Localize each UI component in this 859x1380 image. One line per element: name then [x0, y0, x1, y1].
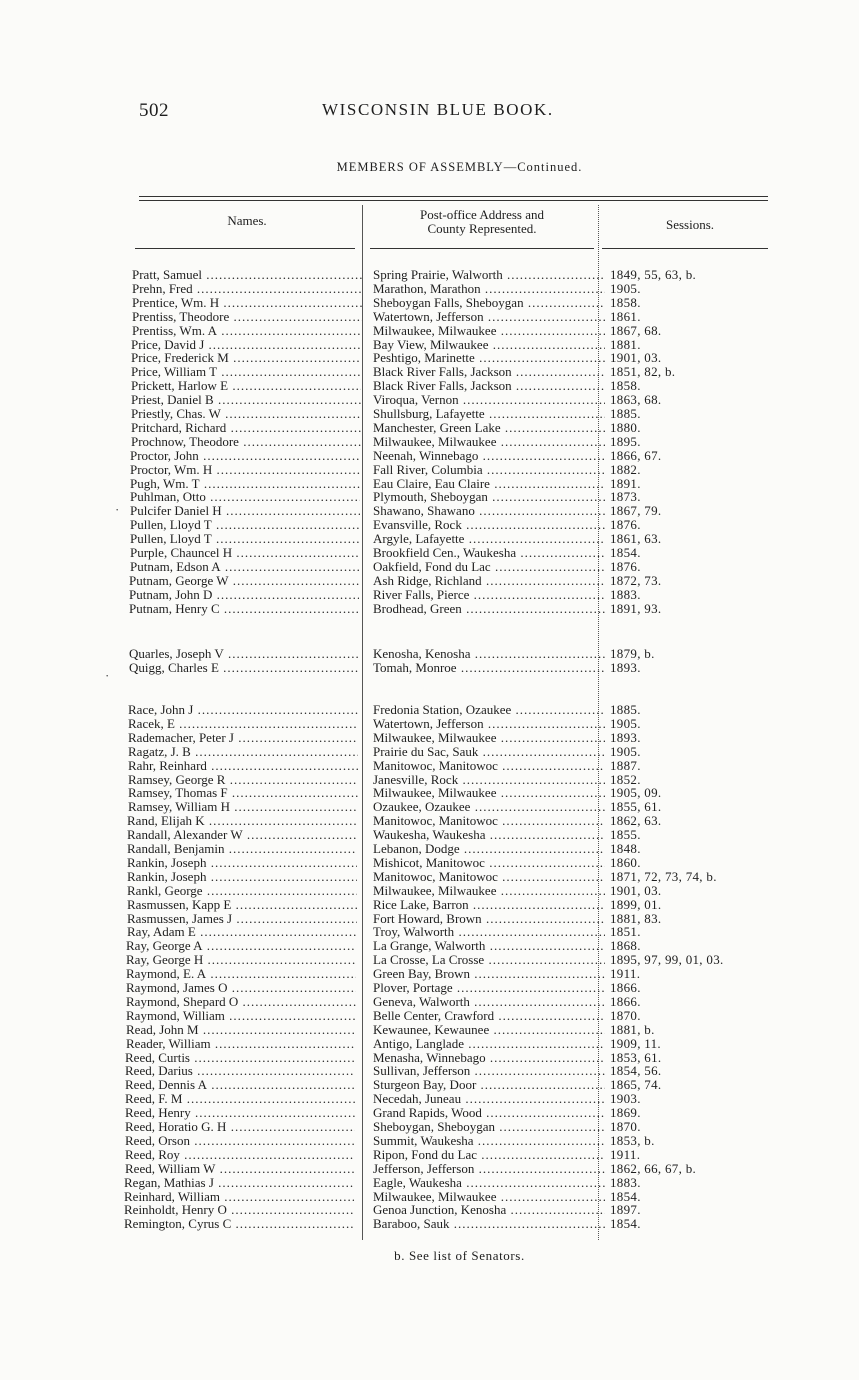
- table-row: [126, 1037, 776, 1051]
- member-name: Prentice, Wm. H .....: [132, 296, 362, 310]
- member-sessions: 1852.: [610, 771, 641, 787]
- member-address: Plover, Portage .....: [373, 981, 605, 995]
- member-sessions: 1866.: [610, 993, 641, 1009]
- member-sessions: 1867, 68.: [610, 322, 662, 338]
- top-rule-1: [139, 196, 768, 197]
- member-name: Rahr, Reinhard .....: [128, 759, 358, 773]
- member-name: Prochnow, Theodore .....: [131, 435, 361, 449]
- member-sessions: 1848.: [610, 841, 641, 856]
- member-sessions: 1865, 74.: [610, 1077, 662, 1093]
- member-name: Raymond, William .....: [126, 1009, 356, 1023]
- table-row: [126, 939, 776, 953]
- member-address: Brookfield Cen., Waukesha .....: [373, 546, 605, 560]
- member-sessions: 1867, 79.: [610, 503, 662, 519]
- footnote: b. See list of Senators.: [394, 1248, 525, 1263]
- table-row: [126, 995, 776, 1009]
- table-row: [125, 1078, 775, 1092]
- member-address: Mishicot, Manitowoc .....: [373, 856, 605, 870]
- member-name: Quarles, Joseph V .....: [129, 647, 359, 661]
- member-address: Sullivan, Jefferson .....: [373, 1064, 605, 1078]
- member-sessions: 1879, b.: [610, 646, 655, 661]
- member-address: Bay View, Milwaukee .....: [373, 338, 605, 352]
- table-row: [124, 1203, 774, 1217]
- table-row: [127, 828, 777, 842]
- member-sessions: 1862, 63.: [610, 813, 662, 829]
- member-sessions: 1854, 56.: [610, 1063, 662, 1079]
- member-sessions: 1897.: [610, 1202, 641, 1218]
- member-sessions: 1905, 09.: [610, 785, 662, 801]
- member-sessions: 1870.: [610, 1007, 641, 1023]
- member-sessions: 1861, 63.: [610, 531, 662, 547]
- header-underline-sessions: [602, 248, 768, 249]
- member-name: Pritchard, Richard .....: [131, 421, 361, 435]
- member-sessions: 1899, 01.: [610, 896, 662, 912]
- member-name: Ray, George A .....: [126, 939, 356, 953]
- member-address: Belle Center, Crawford .....: [373, 1009, 605, 1023]
- member-sessions: 1860.: [610, 854, 641, 870]
- member-name: Randall, Alexander W .....: [127, 828, 357, 842]
- member-sessions: 1870.: [610, 1119, 641, 1134]
- member-address: Ozaukee, Ozaukee .....: [373, 800, 605, 814]
- member-name: Regan, Mathias J .....: [124, 1176, 354, 1190]
- table-row: [128, 717, 778, 731]
- member-address: Black River Falls, Jackson .....: [373, 379, 605, 393]
- member-name: Price, Frederick M .....: [131, 351, 361, 365]
- member-name: Rasmussen, James J .....: [127, 912, 357, 926]
- member-name: Ray, George H .....: [126, 953, 356, 967]
- table-row: [127, 856, 777, 870]
- table-row: [127, 925, 777, 939]
- member-address: Necedah, Juneau .....: [373, 1092, 605, 1106]
- member-name: Reed, Orson .....: [125, 1134, 355, 1148]
- member-name: Rankin, Joseph .....: [127, 856, 357, 870]
- member-sessions: 1881, b.: [610, 1021, 655, 1037]
- member-name: Raymond, E. A .....: [126, 967, 356, 981]
- member-address: Watertown, Jefferson .....: [373, 717, 605, 731]
- member-sessions: 1887.: [610, 757, 641, 773]
- member-address: Sheboygan, Sheboygan .....: [373, 1120, 605, 1134]
- table-row: [126, 981, 776, 995]
- member-name: Ray, Adam E .....: [127, 925, 357, 939]
- member-sessions: 1854.: [610, 1188, 641, 1204]
- table-row: [129, 661, 779, 675]
- table-row: [127, 898, 777, 912]
- member-name: Proctor, John .....: [130, 449, 360, 463]
- member-address: Tomah, Monroe .....: [373, 661, 605, 675]
- member-sessions: 1893.: [610, 729, 641, 745]
- member-sessions: 1895, 97, 99, 01, 03.: [610, 952, 724, 968]
- margin-mark-2: ·: [105, 668, 110, 683]
- member-address: Marathon, Marathon .....: [373, 282, 605, 296]
- member-sessions: 1893.: [610, 659, 641, 675]
- table-row: [131, 379, 781, 393]
- member-name: Rademacher, Peter J .....: [128, 731, 358, 745]
- member-address: Eagle, Waukesha .....: [373, 1176, 605, 1190]
- top-rule-2: [139, 200, 768, 201]
- member-sessions: 1901, 03.: [610, 350, 662, 366]
- table-row: [131, 351, 781, 365]
- member-sessions: 1869.: [610, 1105, 641, 1121]
- member-sessions: 1905.: [610, 280, 641, 296]
- member-address: Plymouth, Sheboygan .....: [373, 490, 605, 504]
- member-address: Watertown, Jefferson .....: [373, 310, 605, 324]
- member-name: Reed, Darius .....: [125, 1064, 355, 1078]
- member-name: Pullen, Lloyd T .....: [130, 518, 360, 532]
- member-name: Pratt, Samuel .....: [132, 268, 362, 282]
- member-name: Reed, F. M .....: [125, 1092, 355, 1106]
- member-name: Putnam, Edson A .....: [130, 560, 360, 574]
- member-address: Milwaukee, Milwaukee .....: [373, 324, 605, 338]
- member-sessions: 1883.: [610, 586, 641, 602]
- member-name: Prehn, Fred .....: [132, 282, 362, 296]
- member-sessions: 1858.: [610, 294, 641, 310]
- member-name: Reed, Dennis A .....: [125, 1078, 355, 1092]
- member-address: Manitowoc, Manitowoc .....: [373, 759, 605, 773]
- table-row: [128, 773, 778, 787]
- member-name: Price, William T .....: [131, 365, 361, 379]
- table-row: [132, 296, 782, 310]
- header-underline-names: [135, 248, 355, 249]
- member-sessions: 1853, b.: [610, 1132, 655, 1148]
- table-row: [128, 745, 778, 759]
- member-sessions: 1876.: [610, 558, 641, 574]
- table-row: [130, 449, 780, 463]
- member-name: Priest, Daniel B .....: [131, 393, 361, 407]
- table-row: [125, 1134, 775, 1148]
- member-sessions: 1881, 83.: [610, 910, 662, 926]
- table-row: [129, 602, 779, 616]
- table-row: [127, 884, 777, 898]
- member-address: Evansville, Rock .....: [373, 518, 605, 532]
- member-sessions: 1911.: [610, 1146, 641, 1162]
- member-address: Shullsburg, Lafayette .....: [373, 407, 605, 421]
- table-row: [127, 814, 777, 828]
- member-sessions: 1862, 66, 67, b.: [610, 1160, 697, 1176]
- member-sessions: 1891, 93.: [610, 600, 662, 616]
- member-sessions: 1905.: [610, 743, 641, 759]
- member-sessions: 1854.: [610, 545, 641, 560]
- table-row: [128, 759, 778, 773]
- member-sessions: 1851.: [610, 924, 641, 940]
- member-sessions: 1882.: [610, 461, 641, 477]
- member-sessions: 1891.: [610, 475, 641, 491]
- member-name: Race, John J .....: [128, 703, 358, 717]
- member-name: Racek, E .....: [128, 717, 358, 731]
- member-address: La Crosse, La Crosse .....: [373, 953, 605, 967]
- member-sessions: 1909, 11.: [610, 1035, 661, 1051]
- table-row: [125, 1162, 775, 1176]
- member-address: Black River Falls, Jackson .....: [373, 365, 605, 379]
- member-address: Troy, Walworth .....: [373, 925, 605, 939]
- member-sessions: 1849, 55, 63, b.: [610, 267, 697, 282]
- member-address: Green Bay, Brown .....: [373, 967, 605, 981]
- table-row: [132, 268, 782, 282]
- table-row: [125, 1106, 775, 1120]
- table-row: [131, 435, 781, 449]
- table-row: [130, 532, 780, 546]
- member-address: Peshtigo, Marinette .....: [373, 351, 605, 365]
- member-address: Geneva, Walworth .....: [373, 995, 605, 1009]
- member-name: Rasmussen, Kapp E .....: [127, 898, 357, 912]
- member-name: Pulcifer Daniel H .....: [130, 504, 360, 518]
- member-address: Rice Lake, Barron .....: [373, 898, 605, 912]
- member-address: Menasha, Winnebago .....: [373, 1051, 605, 1065]
- member-sessions: 1866.: [610, 980, 641, 995]
- member-sessions: 1858.: [610, 378, 641, 394]
- member-address: Manitowoc, Manitowoc .....: [373, 814, 605, 828]
- member-name: Read, John M .....: [126, 1023, 356, 1037]
- table-row: [131, 421, 781, 435]
- member-name: Proctor, Wm. H .....: [130, 463, 360, 477]
- member-sessions: 1853, 61.: [610, 1049, 662, 1065]
- running-head: WISCONSIN BLUE BOOK.: [322, 100, 554, 119]
- member-address: Milwaukee, Milwaukee .....: [373, 731, 605, 745]
- table-row: [124, 1217, 774, 1231]
- member-sessions: 1911.: [610, 966, 641, 982]
- member-address: Kenosha, Kenosha .....: [373, 647, 605, 661]
- member-address: Baraboo, Sauk .....: [373, 1217, 605, 1231]
- member-name: Putnam, Henry C .....: [129, 602, 359, 616]
- member-address: Ash Ridge, Richland .....: [373, 574, 605, 588]
- member-name: Raymond, Shepard O .....: [126, 995, 356, 1009]
- member-name: Reinholdt, Henry O .....: [124, 1203, 354, 1217]
- table-row: [126, 1023, 776, 1037]
- member-address: Milwaukee, Milwaukee .....: [373, 1190, 605, 1204]
- member-address: Neenah, Winnebago .....: [373, 449, 605, 463]
- member-name: Prentiss, Wm. A .....: [132, 324, 362, 338]
- member-address: Grand Rapids, Wood .....: [373, 1106, 605, 1120]
- member-sessions: 1854.: [610, 1216, 641, 1232]
- member-name: Reed, Horatio G. H .....: [125, 1120, 355, 1134]
- member-sessions: 1903.: [610, 1091, 641, 1107]
- member-sessions: 1880.: [610, 419, 641, 435]
- table-row: [127, 870, 777, 884]
- member-sessions: 1876.: [610, 517, 641, 533]
- member-sessions: 1855.: [610, 827, 641, 843]
- table-row: [132, 324, 782, 338]
- member-sessions: 1855, 61.: [610, 799, 662, 815]
- member-name: Purple, Chauncel H .....: [130, 546, 360, 560]
- member-name: Rankin, Joseph .....: [127, 870, 357, 884]
- table-row: [130, 477, 780, 491]
- member-sessions: 1873.: [610, 489, 641, 505]
- member-address: Ripon, Fond du Lac .....: [373, 1148, 605, 1162]
- member-address: River Falls, Pierce .....: [373, 588, 605, 602]
- member-sessions: 1872, 73.: [610, 572, 662, 588]
- member-sessions: 1871, 72, 73, 74, b.: [610, 868, 717, 884]
- member-name: Quigg, Charles E .....: [129, 661, 359, 675]
- table-row: [126, 953, 776, 967]
- member-name: Priestly, Chas. W .....: [131, 407, 361, 421]
- column-header-address-line2: County Represented.: [427, 221, 537, 236]
- table-row: [128, 800, 778, 814]
- member-address: Fredonia Station, Ozaukee .....: [373, 703, 605, 717]
- table-row: [128, 703, 778, 717]
- member-address: Manitowoc, Manitowoc .....: [373, 870, 605, 884]
- member-address: Milwaukee, Milwaukee .....: [373, 435, 605, 449]
- table-row: [128, 786, 778, 800]
- member-name: Prickett, Harlow E .....: [131, 379, 361, 393]
- member-name: Reed, Curtis .....: [125, 1051, 355, 1065]
- member-name: Puhlman, Otto .....: [130, 490, 360, 504]
- member-name: Rand, Elijah K .....: [127, 814, 357, 828]
- table-row: [130, 504, 780, 518]
- table-row: [124, 1190, 774, 1204]
- header-underline-address: [370, 248, 594, 249]
- member-address: Argyle, Lafayette .....: [373, 532, 605, 546]
- table-row: [125, 1051, 775, 1065]
- member-sessions: 1851, 82, b.: [610, 364, 676, 380]
- table-row: [131, 393, 781, 407]
- member-address: Genoa Junction, Kenosha .....: [373, 1203, 605, 1217]
- table-row: [131, 365, 781, 379]
- member-name: Reed, Roy .....: [125, 1148, 355, 1162]
- member-sessions: 1866, 67.: [610, 447, 662, 463]
- member-name: Putnam, John D .....: [129, 588, 359, 602]
- member-name: Ramsey, William H .....: [128, 800, 358, 814]
- member-address: Sheboygan Falls, Sheboygan .....: [373, 296, 605, 310]
- member-address: Fall River, Columbia .....: [373, 463, 605, 477]
- member-address: Jefferson, Jefferson .....: [373, 1162, 605, 1176]
- member-address: Eau Claire, Eau Claire .....: [373, 477, 605, 491]
- member-address: Lebanon, Dodge .....: [373, 842, 605, 856]
- member-address: Summit, Waukesha .....: [373, 1134, 605, 1148]
- member-name: Pullen, Lloyd T .....: [130, 532, 360, 546]
- member-address: Sturgeon Bay, Door .....: [373, 1078, 605, 1092]
- table-row: [130, 490, 780, 504]
- table-row: [128, 731, 778, 745]
- section-title: MEMBERS OF ASSEMBLY—Continued.: [336, 160, 583, 174]
- member-name: Putnam, George W .....: [129, 574, 359, 588]
- member-name: Randall, Benjamin .....: [127, 842, 357, 856]
- member-address: Milwaukee, Milwaukee .....: [373, 884, 605, 898]
- member-name: Reed, William W .....: [125, 1162, 355, 1176]
- table-row: [125, 1064, 775, 1078]
- member-address: Spring Prairie, Walworth .....: [373, 268, 605, 282]
- member-address: Oakfield, Fond du Lac .....: [373, 560, 605, 574]
- member-sessions: 1861.: [610, 308, 641, 324]
- member-name: Reinhard, William .....: [124, 1190, 354, 1204]
- table-row: [131, 338, 781, 352]
- member-address: Milwaukee, Milwaukee .....: [373, 786, 605, 800]
- member-name: Reader, William .....: [126, 1037, 356, 1051]
- member-name: Ramsey, George R .....: [128, 773, 358, 787]
- member-name: Price, David J .....: [131, 338, 361, 352]
- member-name: Pugh, Wm. T .....: [130, 477, 360, 491]
- member-address: Waukesha, Waukesha .....: [373, 828, 605, 842]
- member-name: Rankl, George .....: [127, 884, 357, 898]
- member-name: Raymond, James O .....: [126, 981, 356, 995]
- margin-mark-1: ·: [115, 502, 120, 517]
- table-row: [130, 463, 780, 477]
- table-row: [129, 647, 779, 661]
- member-address: La Grange, Walworth .....: [373, 939, 605, 953]
- member-address: Shawano, Shawano .....: [373, 504, 605, 518]
- table-row: [130, 518, 780, 532]
- member-sessions: 1883.: [610, 1174, 641, 1190]
- member-name: Reed, Henry .....: [125, 1106, 355, 1120]
- member-address: Viroqua, Vernon .....: [373, 393, 605, 407]
- member-address: Fort Howard, Brown .....: [373, 912, 605, 926]
- table-row: [126, 967, 776, 981]
- table-row: [127, 842, 777, 856]
- table-row: [126, 1009, 776, 1023]
- member-sessions: 1901, 03.: [610, 882, 662, 898]
- table-row: [125, 1148, 775, 1162]
- table-row: [131, 407, 781, 421]
- table-row: [125, 1120, 775, 1134]
- member-sessions: 1905.: [610, 715, 641, 731]
- column-header-sessions: Sessions.: [665, 217, 715, 232]
- member-sessions: 1868.: [610, 938, 641, 954]
- member-name: Ramsey, Thomas F .....: [128, 786, 358, 800]
- table-row: [132, 310, 782, 324]
- member-sessions: 1881.: [610, 336, 641, 352]
- table-row: [132, 282, 782, 296]
- page-number: 502: [139, 100, 169, 121]
- member-address: Janesville, Rock .....: [373, 773, 605, 787]
- table-row: [124, 1176, 774, 1190]
- member-sessions: 1885.: [610, 406, 641, 421]
- column-header-names: Names.: [227, 213, 267, 228]
- table-row: [127, 912, 777, 926]
- member-name: Ragatz, J. B .....: [128, 745, 358, 759]
- member-sessions: 1895.: [610, 433, 641, 449]
- table-row: [129, 588, 779, 602]
- member-address: Antigo, Langlade .....: [373, 1037, 605, 1051]
- column-header-address-line1: Post-office Address and: [420, 207, 544, 222]
- table-row: [130, 546, 780, 560]
- member-address: Brodhead, Green .....: [373, 602, 605, 616]
- member-sessions: 1863, 68.: [610, 392, 662, 408]
- member-address: Kewaunee, Kewaunee .....: [373, 1023, 605, 1037]
- table-row: [129, 574, 779, 588]
- member-address: Manchester, Green Lake .....: [373, 421, 605, 435]
- table-row: [125, 1092, 775, 1106]
- member-address: Prairie du Sac, Sauk .....: [373, 745, 605, 759]
- member-sessions: 1885.: [610, 702, 641, 717]
- member-name: Remington, Cyrus C .....: [124, 1217, 354, 1231]
- column-header-address: [368, 208, 596, 236]
- table-row: [130, 560, 780, 574]
- member-name: Prentiss, Theodore .....: [132, 310, 362, 324]
